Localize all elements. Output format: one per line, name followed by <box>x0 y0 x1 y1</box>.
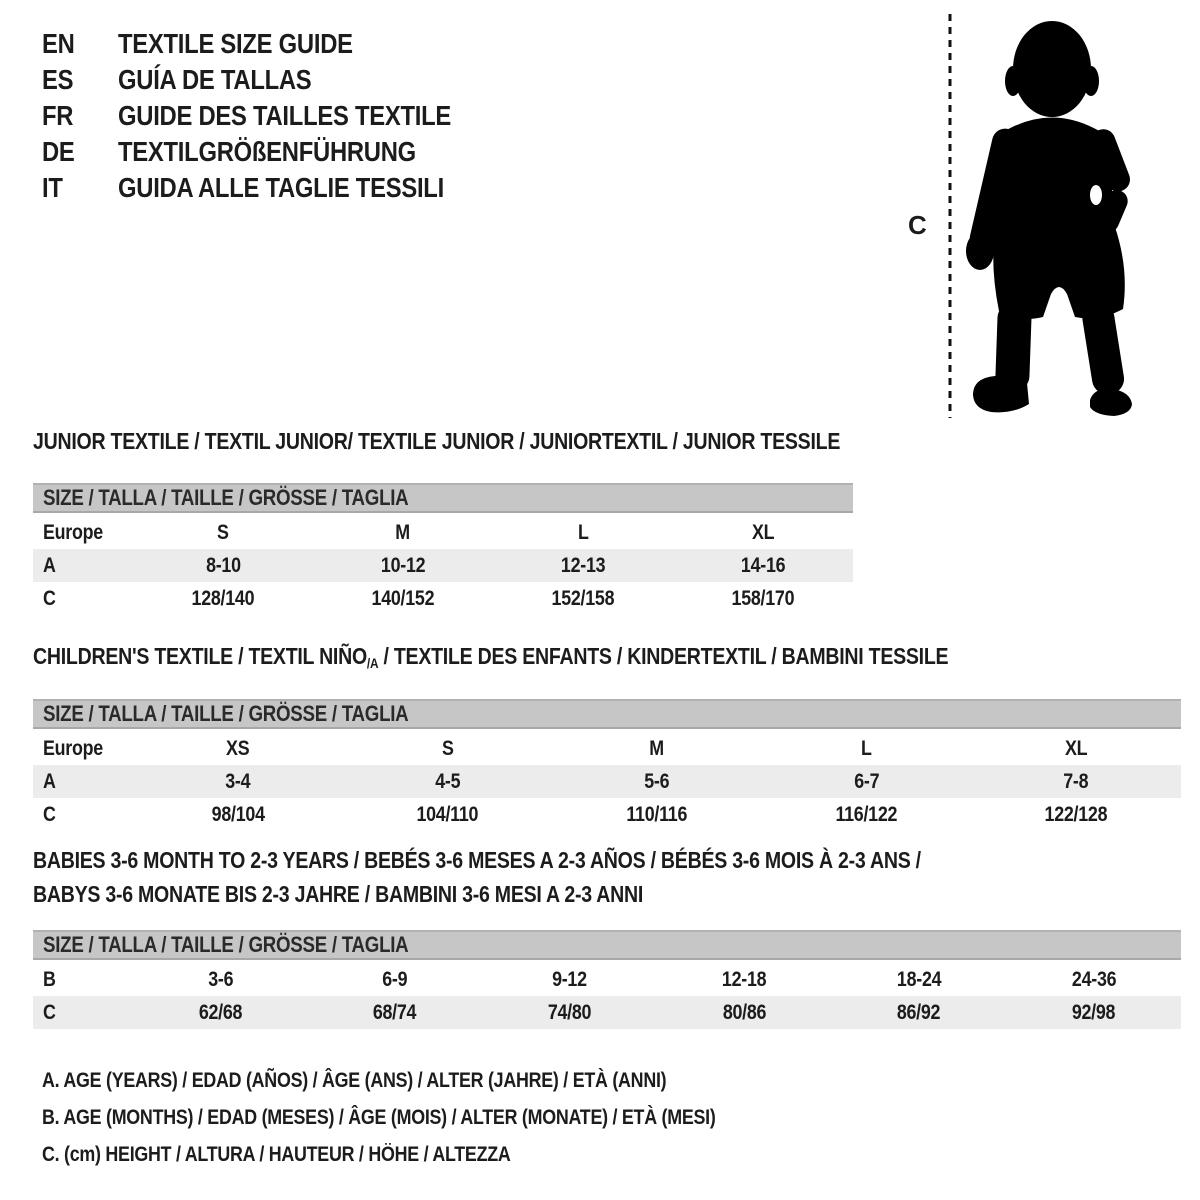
size-cell: S <box>217 520 229 544</box>
size-cell: 4-5 <box>434 769 460 793</box>
children-section-title: CHILDREN'S TEXTILE / TEXTIL NIÑO/A / TEXTILE DES ENFANTS / KINDERTEXTIL / BAMBINI TESSILE <box>33 643 949 671</box>
row-label: A <box>43 553 56 577</box>
row-label: Europe <box>43 736 103 760</box>
lang-title-it: GUIDA ALLE TAGLIE TESSILI <box>118 172 444 203</box>
babies-row-height <box>33 996 1181 1029</box>
junior-textile-section <box>33 428 853 615</box>
size-cell: 110/116 <box>626 802 688 826</box>
note-height-cm: C. (cm) HEIGHT / ALTURA / HAUTEUR / HÖHE / ALTEZZA <box>42 1143 511 1166</box>
children-row-height <box>33 798 1181 831</box>
size-cell: 6-7 <box>854 769 880 793</box>
size-cell: 14-16 <box>740 553 786 577</box>
size-cell: 80/86 <box>722 1000 767 1024</box>
size-cell: 8-10 <box>205 553 241 577</box>
size-cell: 9-12 <box>552 967 588 991</box>
language-row-es <box>42 62 510 98</box>
row-label: C <box>43 802 56 826</box>
size-cell: 98/104 <box>211 802 265 826</box>
junior-row-height <box>33 582 853 615</box>
language-row-en <box>42 26 510 62</box>
lang-title-en: TEXTILE SIZE GUIDE <box>118 28 353 59</box>
language-row-fr <box>42 98 510 134</box>
babies-section-title-line1: BABIES 3-6 MONTH TO 2-3 YEARS / BEBÉS 3-6 MESES A 2-3 AÑOS / BÉBÉS 3-6 MOIS À 2-3 ANS / <box>33 847 921 873</box>
row-label: Europe <box>43 520 103 544</box>
language-row-it <box>42 170 510 206</box>
nino-a-subscript: /A <box>366 655 379 671</box>
size-cell: 74/80 <box>547 1000 592 1024</box>
size-cell: 104/110 <box>416 802 479 826</box>
children-size-header-bar: SIZE / TALLA / TAILLE / GRÖSSE / TAGLIA <box>33 699 1181 729</box>
size-cell: XS <box>226 736 250 760</box>
note-age-months: B. AGE (MONTHS) / EDAD (MESES) / ÂGE (MOIS) / ALTER (MONATE) / ETÀ (MESI) <box>42 1106 716 1129</box>
lang-code-de: DE <box>42 136 75 167</box>
babies-row-months <box>33 963 1181 996</box>
size-cell: 18-24 <box>896 967 942 991</box>
lang-code-fr: FR <box>42 100 74 131</box>
size-cell: 7-8 <box>1063 769 1089 793</box>
size-cell: 3-6 <box>207 967 233 991</box>
lang-code-it: IT <box>42 172 63 203</box>
lang-title-de: TEXTILGRÖßENFÜHRUNG <box>118 136 416 167</box>
babies-textile-section <box>33 843 1181 1029</box>
lang-code-en: EN <box>42 28 75 59</box>
lang-title-fr: GUIDE DES TAILLES TEXTILE <box>118 100 452 131</box>
size-cell: S <box>441 736 454 760</box>
height-figure <box>890 0 1200 440</box>
language-row-de <box>42 134 510 170</box>
size-cell: 12-18 <box>722 967 767 991</box>
size-cell: L <box>577 520 589 544</box>
size-cell: 122/128 <box>1044 802 1108 826</box>
size-cell: 128/140 <box>191 586 255 610</box>
size-cell: XL <box>751 520 775 544</box>
babies-size-header-bar: SIZE / TALLA / TAILLE / GRÖSSE / TAGLIA <box>33 930 1181 960</box>
size-cell: 152/158 <box>551 586 615 610</box>
legend-notes <box>42 1062 834 1173</box>
size-cell: L <box>861 736 872 760</box>
size-cell: 6-9 <box>382 967 408 991</box>
children-textile-section <box>33 643 1181 831</box>
size-cell: 68/74 <box>373 1000 417 1024</box>
size-cell: 116/122 <box>835 802 898 826</box>
size-cell: 92/98 <box>1071 1000 1116 1024</box>
size-cell: 62/68 <box>198 1000 243 1024</box>
height-dashed-line-icon <box>947 14 953 418</box>
size-cell: 3-4 <box>225 769 251 793</box>
lang-code-es: ES <box>42 64 74 95</box>
size-cell: 10-12 <box>380 553 426 577</box>
height-measure-label: C <box>908 210 927 240</box>
junior-size-header-bar: SIZE / TALLA / TAILLE / GRÖSSE / TAGLIA <box>33 483 853 513</box>
lang-title-es: GUÍA DE TALLAS <box>118 64 312 95</box>
size-cell: 12-13 <box>560 553 606 577</box>
size-cell: 158/170 <box>731 586 795 610</box>
junior-section-title: JUNIOR TEXTILE / TEXTIL JUNIOR/ TEXTILE JUNIOR / JUNIORTEXTIL / JUNIOR TESSILE <box>33 428 841 454</box>
size-cell: M <box>395 520 411 544</box>
size-cell: 24-36 <box>1071 967 1116 991</box>
size-cell: M <box>649 736 665 760</box>
row-label: A <box>43 769 56 793</box>
size-cell: 5-6 <box>644 769 670 793</box>
note-age-years: A. AGE (YEARS) / EDAD (AÑOS) / ÂGE (ANS) / ALTER (JAHRE) / ETÀ (ANNI) <box>42 1069 667 1092</box>
row-label: C <box>43 586 56 610</box>
size-cell: 140/152 <box>371 586 435 610</box>
children-row-age <box>33 765 1181 798</box>
size-cell: 86/92 <box>897 1000 941 1024</box>
toddler-silhouette-icon <box>963 16 1143 418</box>
junior-row-age <box>33 549 853 582</box>
children-row-europe <box>33 732 1181 765</box>
size-cell: XL <box>1065 736 1088 760</box>
babies-section-title-line2: BABYS 3-6 MONATE BIS 2-3 JAHRE / BAMBINI 3-6 MESI A 2-3 ANNI <box>33 881 644 907</box>
row-label: C <box>43 1000 56 1024</box>
language-title-list <box>42 26 510 206</box>
row-label: B <box>43 967 56 991</box>
junior-row-europe <box>33 516 853 549</box>
